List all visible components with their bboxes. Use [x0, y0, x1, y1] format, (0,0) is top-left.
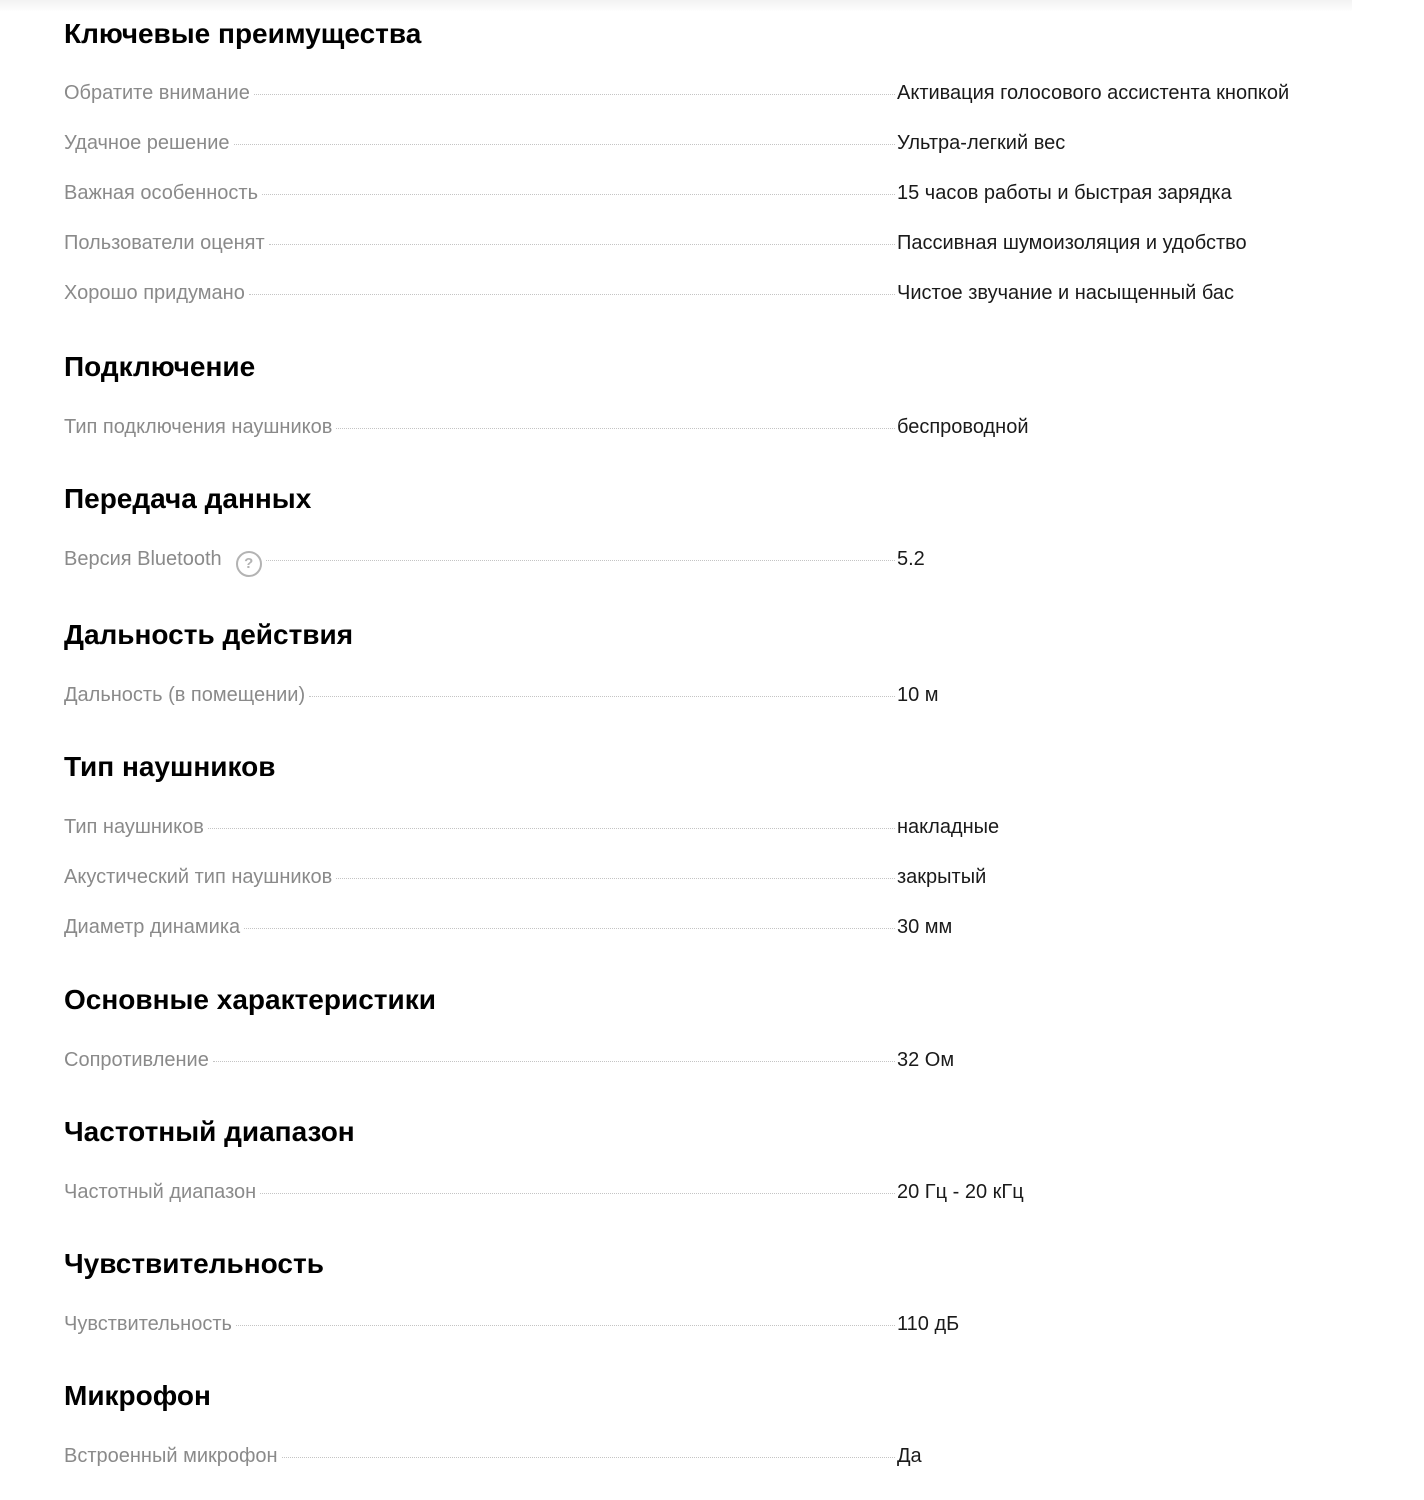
question-mark-circle-icon[interactable]: ? [236, 551, 262, 577]
spec-label: Чувствительность [64, 1313, 232, 1335]
spec-row [64, 1167, 1354, 1217]
group-title: Дальность действия [64, 619, 354, 650]
spec-value: Пассивная шумоизоляция и удобство [897, 232, 1247, 254]
spec-value: 20 Гц - 20 кГц [897, 1181, 1024, 1203]
leader-dots [266, 559, 895, 561]
spec-row [64, 1431, 1354, 1481]
leader-dots [336, 427, 895, 429]
spec-row [64, 118, 1354, 168]
group-title: Тип наушников [64, 751, 276, 782]
group-title: Передача данных [64, 483, 312, 514]
group-title: Микрофон [64, 1380, 211, 1411]
spec-group-key-advantages [64, 18, 1354, 318]
spec-row [64, 534, 1354, 584]
spec-label: Тип подключения наушников [64, 416, 333, 438]
leader-dots [213, 1060, 895, 1062]
group-title: Ключевые преимущества [64, 18, 422, 49]
leader-dots [236, 1324, 895, 1326]
spec-group-frequency-range [64, 1116, 1354, 1217]
spec-value: 32 Ом [897, 1049, 955, 1071]
spec-row [64, 1035, 1354, 1085]
spec-value: Да [897, 1445, 922, 1467]
group-title: Основные характеристики [64, 984, 436, 1015]
spec-label: Акустический тип наушников [64, 866, 333, 888]
leader-dots [234, 143, 895, 145]
leader-dots [309, 695, 895, 697]
spec-row [64, 168, 1354, 218]
spec-label: Встроенный микрофон [64, 1445, 278, 1467]
group-title: Подключение [64, 351, 256, 382]
leader-dots [260, 1192, 895, 1194]
spec-row [64, 852, 1354, 902]
spec-label: Пользователи оценят [64, 232, 265, 254]
spec-label: Тип наушников [64, 816, 204, 838]
spec-label: Диаметр динамика [64, 916, 241, 938]
spec-label: Версия Bluetooth [64, 548, 222, 570]
group-title: Чувствительность [64, 1248, 324, 1279]
spec-label: Важная особенность [64, 182, 259, 204]
leader-dots [244, 927, 895, 929]
spec-value: беспроводной [897, 416, 1029, 438]
spec-value: Ультра-легкий вес [897, 132, 1066, 154]
leader-dots [208, 827, 895, 829]
spec-row [64, 268, 1354, 318]
spec-value: Чистое звучание и насыщенный бас [897, 282, 1234, 304]
spec-value: 5.2 [897, 548, 925, 570]
spec-label: Хорошо придумано [64, 282, 245, 304]
spec-label: Обратите внимание [64, 82, 250, 104]
spec-label: Удачное решение [64, 132, 230, 154]
spec-value: 15 часов работы и быстрая зарядка [897, 182, 1232, 204]
spec-group-sensitivity [64, 1248, 1354, 1349]
spec-row [64, 402, 1354, 452]
spec-row [64, 1299, 1354, 1349]
group-title: Частотный диапазон [64, 1116, 355, 1147]
spec-value: закрытый [897, 866, 987, 888]
spec-group-range [64, 619, 1354, 720]
spec-value: Активация голосового ассистента кнопкой [897, 82, 1290, 104]
spec-value: 110 дБ [897, 1313, 960, 1335]
spec-row [64, 68, 1354, 118]
leader-dots [254, 93, 895, 95]
spec-row [64, 218, 1354, 268]
spec-value: 10 м [897, 684, 939, 706]
spec-group-connection [64, 351, 1354, 452]
spec-group-headphone-type [64, 751, 1354, 952]
top-shadow [0, 0, 1352, 12]
spec-label: Частотный диапазон [64, 1181, 257, 1203]
spec-label: Сопротивление [64, 1049, 209, 1071]
spec-group-data-transfer [64, 483, 1354, 584]
spec-value: 30 мм [897, 916, 953, 938]
spec-group-microphone [64, 1380, 1354, 1481]
leader-dots [262, 193, 895, 195]
leader-dots [249, 293, 895, 295]
spec-row [64, 902, 1354, 952]
spec-row [64, 670, 1354, 720]
leader-dots [282, 1456, 895, 1458]
leader-dots [269, 243, 895, 245]
leader-dots [336, 877, 895, 879]
spec-group-main-characteristics [64, 984, 1354, 1085]
spec-label: Дальность (в помещении) [64, 684, 306, 706]
spec-value: накладные [897, 816, 1000, 838]
spec-row [64, 802, 1354, 852]
